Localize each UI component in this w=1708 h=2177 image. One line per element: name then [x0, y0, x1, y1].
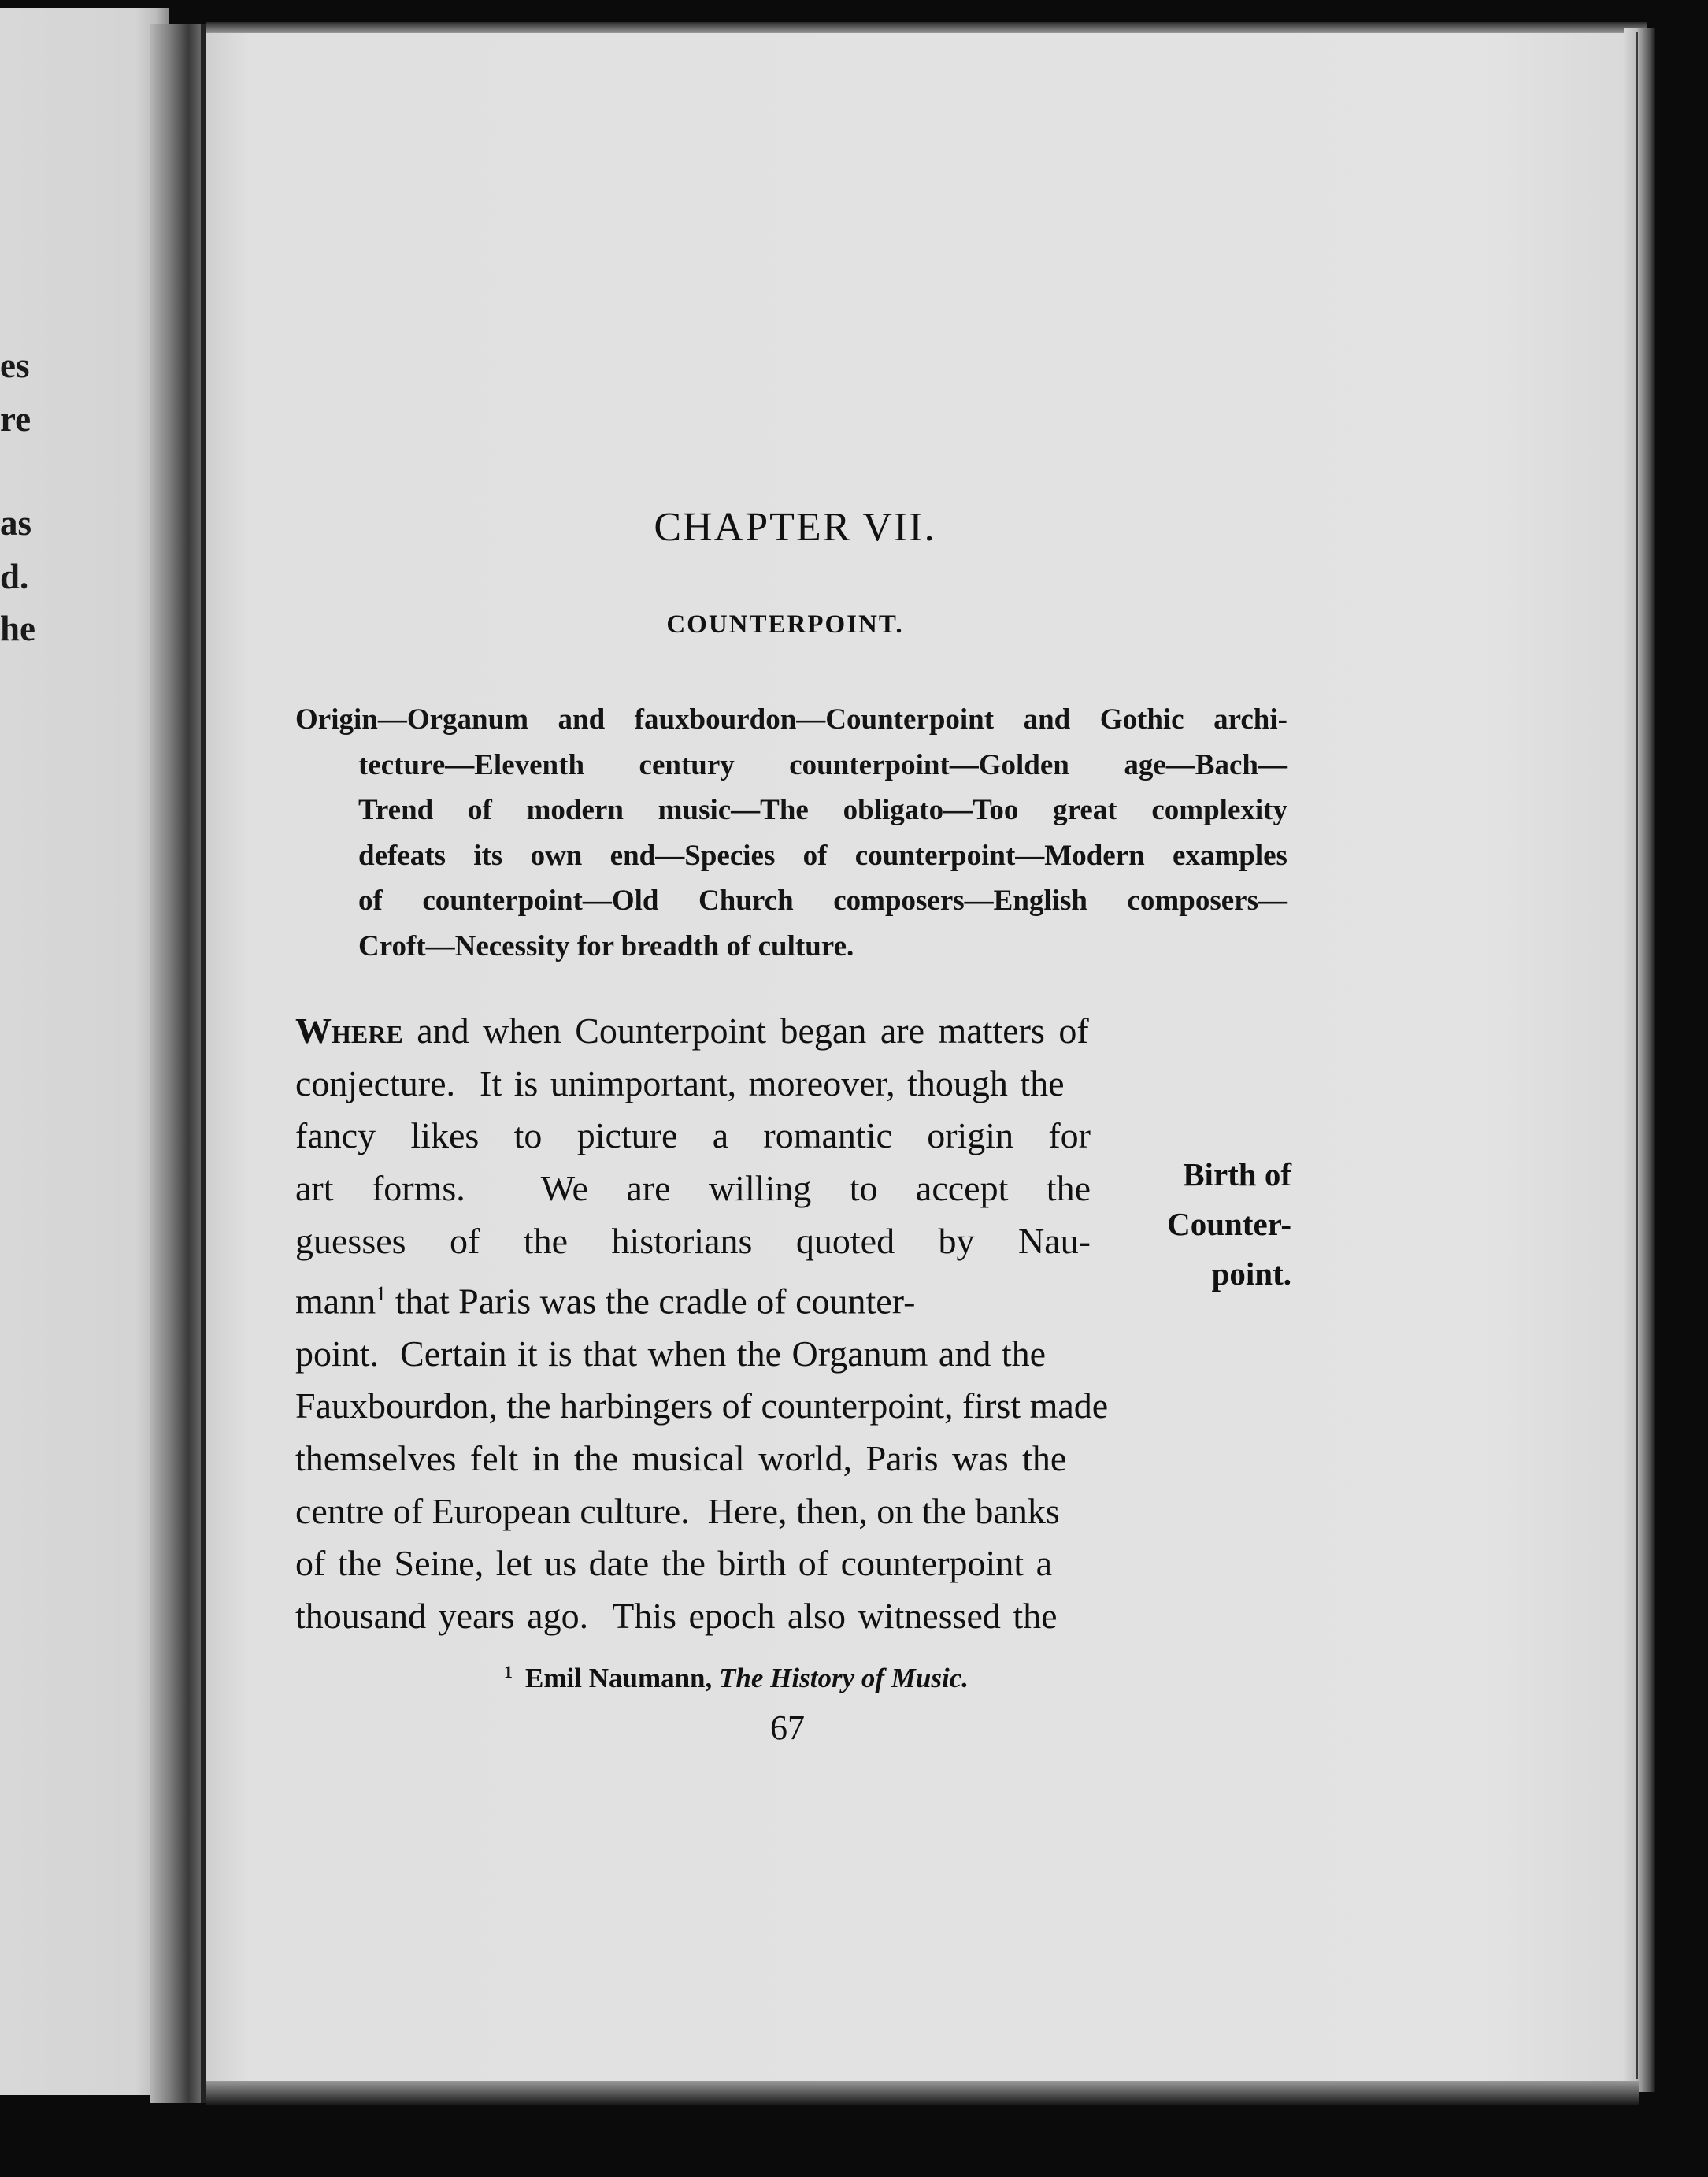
body-line: Where and when Counterpoint began are matters of	[295, 1011, 1089, 1051]
body-line: centre of European culture. Here, then, on the banks	[295, 1490, 1060, 1531]
summary-line: Trend of modern music—The obligato—Too great complexity	[358, 794, 1287, 826]
body-line: mann$^1$ that Paris was the cradle of counter-	[295, 1280, 916, 1321]
body-line: art forms. We are willing to accept the	[295, 1168, 1091, 1209]
facing-page-fragment: he	[0, 609, 35, 648]
facing-page-fragment: re	[0, 399, 31, 439]
facing-page-fragment: as	[0, 503, 32, 543]
margin-note: Birth of Counter- point.	[1167, 1156, 1291, 1292]
summary-line: of counterpoint—Old Church composers—English composers—	[358, 885, 1287, 917]
body-text	[295, 1005, 1287, 1643]
body-line: fancy likes to picture a romantic origin for	[295, 1115, 1091, 1156]
footnote-reference: 1	[376, 1281, 387, 1305]
chapter-title: CHAPTER VII.	[654, 505, 936, 550]
footnote	[504, 1662, 969, 1694]
page-edge-line	[1636, 32, 1638, 2079]
page-right-edge	[1624, 28, 1655, 2092]
page-bottom-shadow	[206, 2081, 1639, 2105]
facing-page	[0, 8, 169, 2095]
footnote-marker: 1	[504, 1662, 513, 1682]
body-line: Fauxbourdon, the harbingers of counterpoint, first made	[295, 1385, 1109, 1426]
footnote-title: The History of Music.	[719, 1663, 969, 1693]
page-top-edge	[206, 22, 1647, 33]
facing-page-fragment: d.	[0, 557, 29, 596]
body-line: themselves felt in the musical world, Paris was the	[295, 1437, 1067, 1478]
chapter-subtitle: COUNTERPOINT.	[666, 610, 904, 639]
body-line: of the Seine, let us date the birth of counterpoint a	[295, 1543, 1053, 1584]
drop-word: Where	[295, 1011, 403, 1051]
body-line: point. Certain it is that when the Organum and the	[295, 1333, 1047, 1374]
summary-line: defeats its own end—Species of counterpoint—Modern examples	[358, 839, 1287, 872]
facing-page-fragment: es	[0, 346, 30, 385]
footnote-author: Emil Naumann,	[525, 1663, 713, 1693]
chapter-summary	[295, 697, 1287, 969]
summary-line: tecture—Eleventh century counterpoint—Golden age—Bach—	[358, 748, 1287, 781]
body-line: thousand years ago. This epoch also witnessed the	[295, 1596, 1058, 1637]
page-number: 67	[770, 1708, 805, 1747]
body-line: guesses of the historians quoted by Nau-	[295, 1220, 1091, 1261]
body-line: conjecture. It is unimportant, moreover, though the	[295, 1063, 1065, 1103]
summary-line: Croft—Necessity for breadth of culture.	[358, 929, 854, 962]
summary-line: Origin—Organum and fauxbourdon—Counterpoint and Gothic archi-	[295, 703, 1287, 736]
